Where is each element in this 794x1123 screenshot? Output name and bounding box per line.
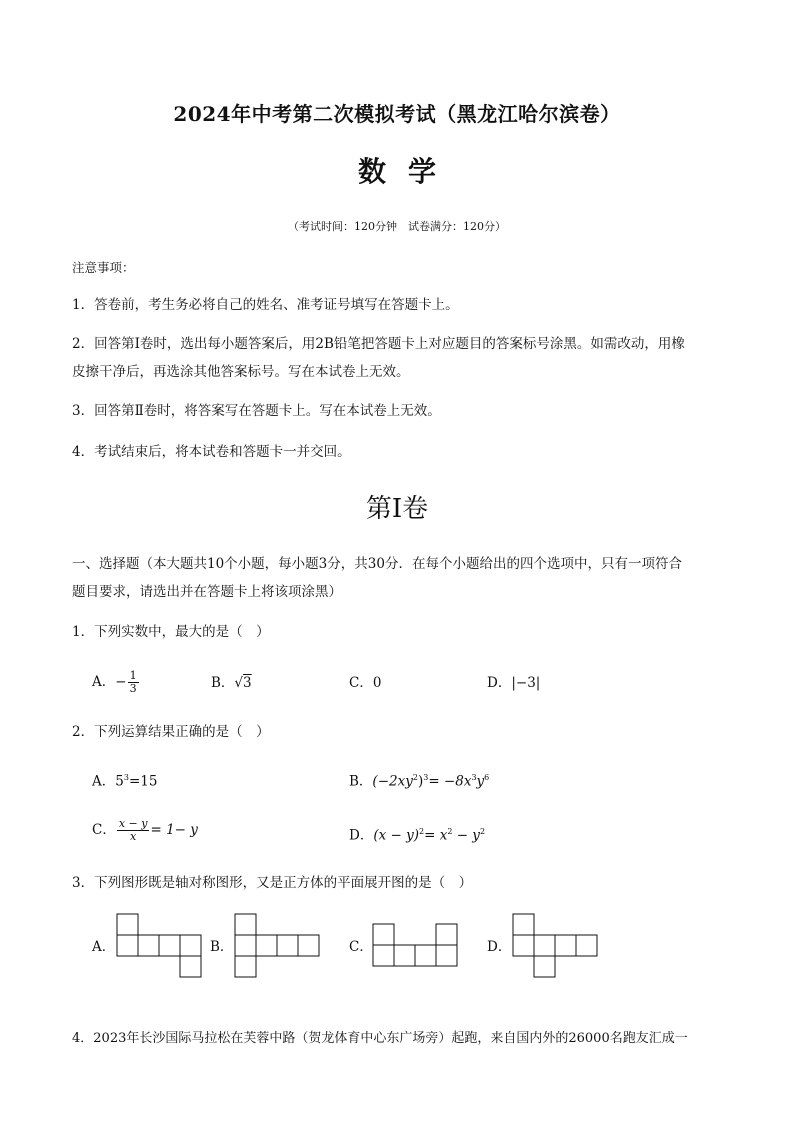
expression: = −8x	[428, 773, 472, 790]
question-1-stem: 1．下列实数中，最大的是（ ）	[72, 624, 270, 640]
option-label: B．	[211, 675, 235, 691]
exponent: 2	[479, 827, 486, 836]
note-item: 2．回答第Ⅰ卷时，选出每小题答案后，用2B铅笔把答题卡上对应题目的答案标号涂黑。如需改动，用橡	[72, 336, 685, 352]
note-item: 皮擦干净后，再选涂其他答案标号。写在本试卷上无效。	[72, 364, 410, 380]
denominator: x	[130, 830, 137, 843]
question-4-stem: 4．2023年长沙国际马拉松在芙蓉中路（贺龙体育中心东广场旁）起跑，来自国内外的26000名跑友汇成一	[72, 1031, 688, 1046]
note-item: 1．答卷前，考生务必将自己的姓名、准考证号填写在答题卡上。	[72, 297, 459, 313]
q1-option-c[interactable]	[349, 674, 381, 692]
exponent: 2	[412, 773, 418, 782]
option-label: B．	[349, 773, 373, 790]
option-label: A．	[92, 674, 116, 690]
option-label: D．	[487, 675, 512, 691]
q2-option-c[interactable]	[92, 818, 198, 843]
expression: =15	[128, 773, 158, 790]
exponent: 3	[423, 773, 429, 782]
cube-net-a	[116, 913, 204, 981]
numerator: x − y	[118, 817, 148, 830]
minus-sign: −	[115, 674, 127, 690]
q2-option-a[interactable]	[92, 769, 157, 791]
fraction	[128, 670, 139, 695]
subject-title: 数学	[357, 155, 458, 188]
exam-meta: （考试时间：120分钟 试卷满分：120分）	[288, 220, 506, 233]
option-value: 0	[372, 675, 382, 691]
question-3-stem: 3．下列图形既是轴对称图形，又是正方体的平面展开图的是（ ）	[72, 875, 473, 891]
q2-option-b[interactable]	[349, 769, 489, 791]
cube-net-c	[372, 923, 464, 969]
option-value: |−3|	[511, 675, 541, 691]
q3-option-b-label[interactable]: B．	[210, 939, 234, 955]
part-intro: 题目要求，请选出并在答题卡上将该项涂黑）	[72, 584, 342, 600]
cube-net-d	[512, 913, 602, 981]
q1-option-a[interactable]	[92, 670, 140, 695]
denominator: 3	[129, 682, 137, 695]
expression: = x	[424, 827, 448, 844]
expression: (−2xy	[372, 773, 413, 790]
option-label: C．	[92, 822, 116, 838]
expression: )	[417, 773, 424, 790]
section-title: 第Ⅰ卷	[365, 494, 429, 524]
q2-option-d[interactable]	[349, 823, 485, 845]
q3-option-d-label[interactable]: D．	[487, 939, 512, 955]
numerator: 1	[129, 669, 137, 682]
radicand: 3	[243, 675, 252, 691]
exponent: 3	[123, 773, 129, 782]
exponent: 6	[484, 773, 490, 782]
expression: y	[476, 773, 485, 790]
expression: (x − y)	[373, 827, 419, 844]
exponent: 2	[419, 827, 425, 836]
option-label: D．	[349, 827, 374, 844]
exam-title: 2024年中考第二次模拟考试（黑龙江哈尔滨卷）	[173, 102, 621, 126]
exponent: 3	[471, 773, 477, 782]
base: 5	[115, 773, 124, 790]
cube-net-b	[234, 913, 322, 981]
note-item: 4．考试结束后，将本试卷和答题卡一并交回。	[72, 444, 351, 460]
expression: = 1− y	[150, 822, 198, 838]
fraction	[117, 818, 150, 843]
option-label: A．	[92, 773, 116, 790]
q1-option-d[interactable]	[487, 674, 540, 692]
q3-option-c-label[interactable]: C．	[349, 939, 373, 955]
sqrt-symbol: √	[234, 675, 244, 691]
notes-heading: 注意事项：	[72, 260, 135, 275]
q1-option-b[interactable]	[211, 674, 252, 692]
note-item: 3．回答第Ⅱ卷时，将答案写在答题卡上。写在本试卷上无效。	[72, 403, 441, 419]
q3-option-a-label[interactable]: A．	[92, 939, 116, 955]
exponent: 2	[447, 827, 453, 836]
part-intro: 一、选择题（本大题共10个小题，每小题3分，共30分．在每个小题给出的四个选项中，只有一项符合	[72, 556, 682, 572]
option-label: C．	[349, 675, 373, 691]
expression: − y	[452, 827, 480, 844]
question-2-stem: 2．下列运算结果正确的是（ ）	[72, 724, 270, 740]
